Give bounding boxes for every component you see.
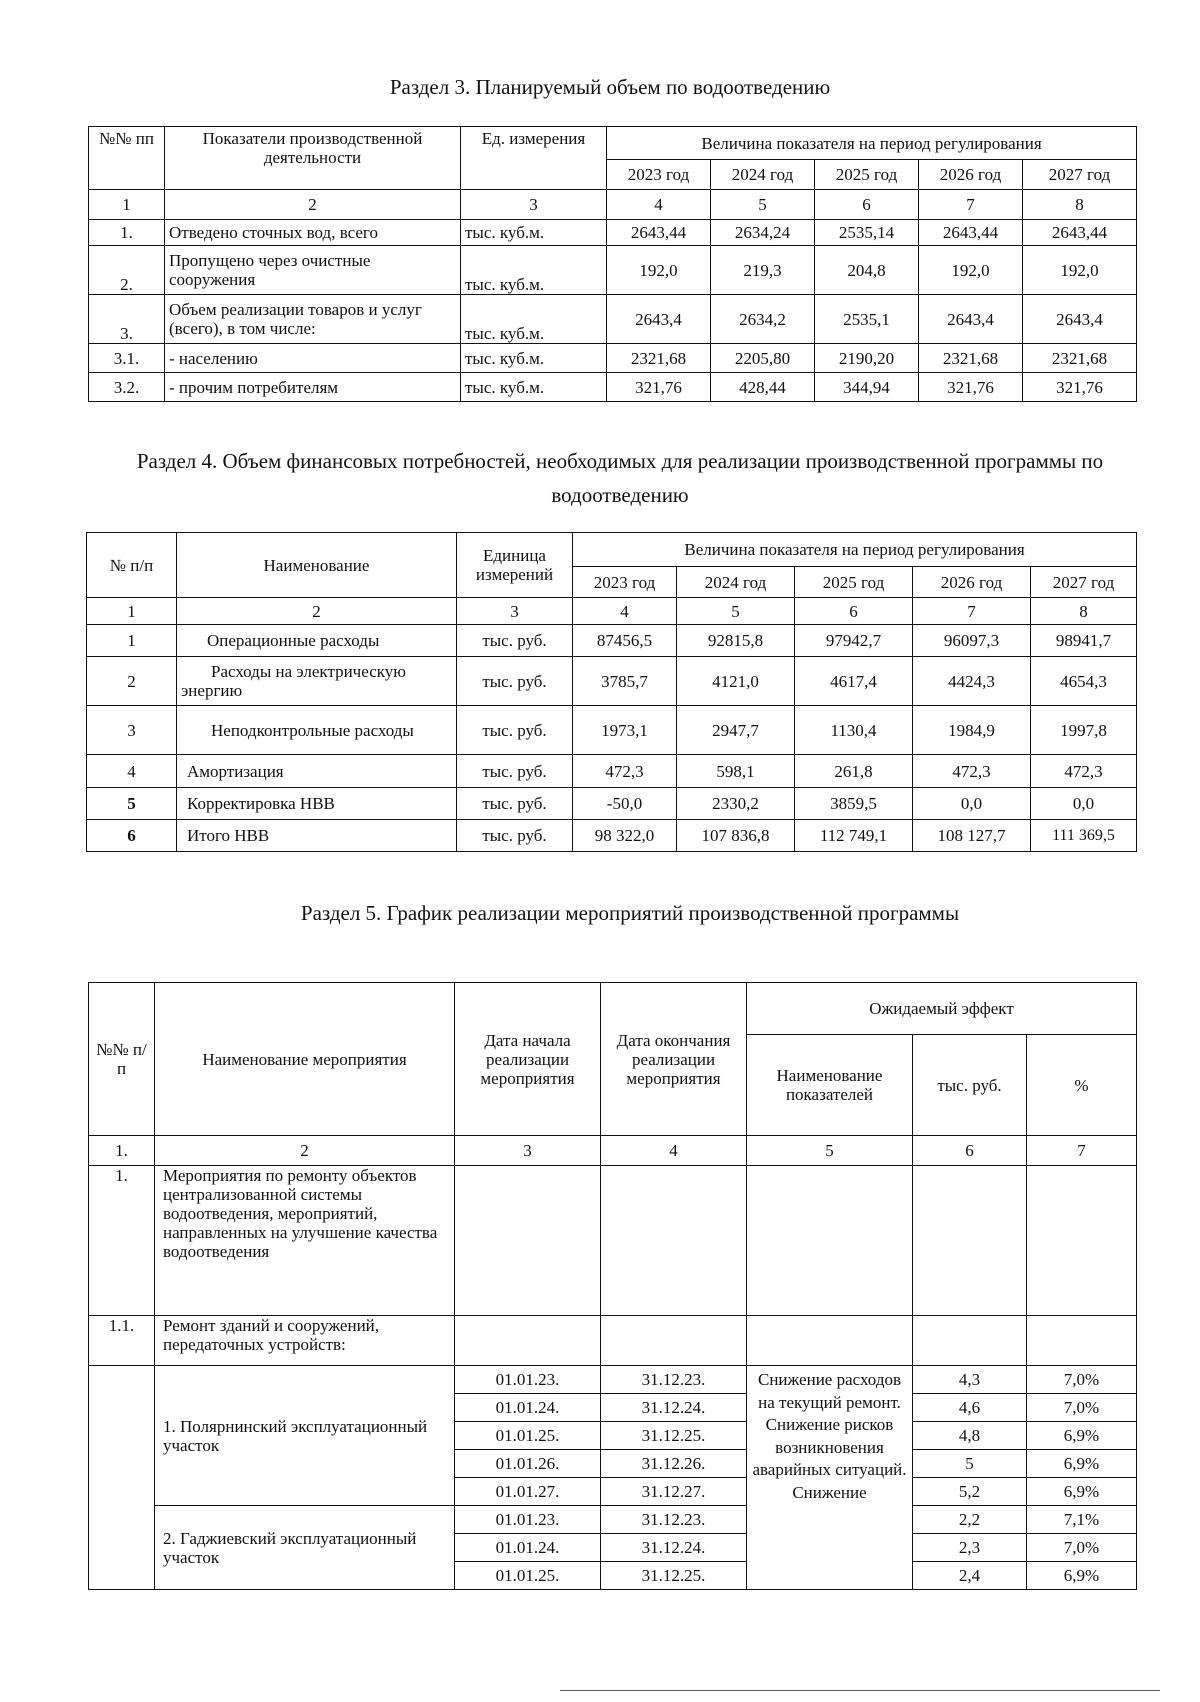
row-unit: тыс. руб.: [457, 755, 573, 788]
row-num: 6: [87, 820, 177, 852]
row-unit: тыс. руб.: [457, 706, 573, 755]
row-name: Расходы на электрическую энергию: [177, 657, 457, 706]
row-value: 472,3: [1031, 755, 1137, 788]
site-name: 2. Гаджиевский эксплуатационный участок: [155, 1506, 455, 1590]
row-value: 219,3: [711, 246, 815, 295]
row-value: 4617,4: [795, 657, 913, 706]
effect-rub: 5: [913, 1450, 1027, 1478]
table-row: [87, 657, 1137, 706]
s3-year: 2026 год: [919, 160, 1023, 190]
row-num: 5: [87, 788, 177, 820]
s5-header-effect: Ожидаемый эффект: [747, 983, 1137, 1035]
table-row: [87, 625, 1137, 657]
s5-col-number: 7: [1027, 1136, 1137, 1166]
row-value: 108 127,7: [913, 820, 1031, 852]
start-date: 01.01.27.: [455, 1478, 601, 1506]
row-value: 2947,7: [677, 706, 795, 755]
section5-table: [88, 982, 1137, 1590]
s5-col-number: 2: [155, 1136, 455, 1166]
s3-year: 2024 год: [711, 160, 815, 190]
s3-col-number: 8: [1023, 190, 1137, 220]
row-value: 1973,1: [573, 706, 677, 755]
row-value: 344,94: [815, 373, 919, 402]
s5-header-effect-pct: %: [1027, 1035, 1137, 1136]
row-value: -50,0: [573, 788, 677, 820]
s4-year: 2025 год: [795, 567, 913, 598]
row-unit: тыс. руб.: [457, 788, 573, 820]
row-value: 1984,9: [913, 706, 1031, 755]
s4-col-number: 7: [913, 598, 1031, 625]
row-value: 321,76: [1023, 373, 1137, 402]
row-unit: тыс. куб.м.: [461, 246, 607, 295]
table-row: [89, 1506, 1137, 1534]
start-date: 01.01.25.: [455, 1422, 601, 1450]
row-value: 96097,3: [913, 625, 1031, 657]
s3-header-value: Величина показателя на период регулирования: [607, 127, 1137, 160]
start-date: 01.01.24.: [455, 1394, 601, 1422]
row-value: 204,8: [815, 246, 919, 295]
row-name: Операционные расходы: [177, 625, 457, 657]
s3-year: 2025 год: [815, 160, 919, 190]
s5-col-number: 5: [747, 1136, 913, 1166]
s3-year: 2027 год: [1023, 160, 1137, 190]
end-date: 31.12.23.: [601, 1506, 747, 1534]
s3-col-number: 1: [89, 190, 165, 220]
row-value: 2643,4: [919, 295, 1023, 344]
row-value: 4121,0: [677, 657, 795, 706]
effect-pct: 6,9%: [1027, 1478, 1137, 1506]
row-value: 2535,1: [815, 295, 919, 344]
effect-pct: 7,0%: [1027, 1366, 1137, 1394]
end-date: 31.12.23.: [601, 1366, 747, 1394]
effect-pct: 6,9%: [1027, 1450, 1137, 1478]
row-value: 192,0: [607, 246, 711, 295]
s3-year: 2023 год: [607, 160, 711, 190]
site-name: 1. Полярнинский эксплуатационный участок: [155, 1366, 455, 1506]
row-unit: тыс. руб.: [457, 625, 573, 657]
row-value: 472,3: [913, 755, 1031, 788]
table-row: [89, 220, 1137, 246]
table-row: [89, 1316, 1137, 1366]
row-value: 111 369,5: [1031, 820, 1137, 852]
row-value: 0,0: [913, 788, 1031, 820]
s4-col-number: 2: [177, 598, 457, 625]
row-unit: тыс. куб.м.: [461, 373, 607, 402]
effect-pct: 6,9%: [1027, 1562, 1137, 1590]
row-value: 2643,4: [1023, 295, 1137, 344]
row-value: 1997,8: [1031, 706, 1137, 755]
row-value: 192,0: [919, 246, 1023, 295]
row-num: 3: [87, 706, 177, 755]
row-unit: тыс. куб.м.: [461, 344, 607, 373]
row-name: Пропущено через очистные сооружения: [165, 246, 461, 295]
s4-header-value: Величина показателя на период регулирования: [573, 533, 1137, 567]
row-name: Неподконтрольные расходы: [177, 706, 457, 755]
s4-col-number: 6: [795, 598, 913, 625]
row-value: 2321,68: [1023, 344, 1137, 373]
s3-header-unit: Ед. измерения: [461, 127, 607, 190]
section4-title: Раздел 4. Объем финансовых потребностей, необходимых для реализации производственной программы по водоотведению: [136, 449, 1104, 507]
row-value: 192,0: [1023, 246, 1137, 295]
effect-pct: 7,1%: [1027, 1506, 1137, 1534]
row-num: 1.1.: [89, 1316, 155, 1366]
end-date: 31.12.27.: [601, 1478, 747, 1506]
s4-col-number: 1: [87, 598, 177, 625]
row-num: 1.: [89, 220, 165, 246]
effect-pct: 7,0%: [1027, 1394, 1137, 1422]
section5-title: Раздел 5. График реализации мероприятий производственной программы: [300, 901, 960, 925]
effect-rub: 4,6: [913, 1394, 1027, 1422]
row-unit: тыс. руб.: [457, 820, 573, 852]
row-num: 4: [87, 755, 177, 788]
s4-col-number: 5: [677, 598, 795, 625]
row-unit: тыс. куб.м.: [461, 295, 607, 344]
row-num: 3.2.: [89, 373, 165, 402]
effect-rub: 2,3: [913, 1534, 1027, 1562]
row-value: 2643,44: [919, 220, 1023, 246]
s3-header-num: №№ пп: [89, 127, 165, 190]
row-value: 1130,4: [795, 706, 913, 755]
s4-header-unit: Единица измерений: [457, 533, 573, 598]
row-value: 2643,4: [607, 295, 711, 344]
s5-header-num: №№ п/п: [89, 983, 155, 1136]
end-date: 31.12.25.: [601, 1562, 747, 1590]
row-value: 2205,80: [711, 344, 815, 373]
row-value: 0,0: [1031, 788, 1137, 820]
row-value: 2634,24: [711, 220, 815, 246]
end-date: 31.12.26.: [601, 1450, 747, 1478]
s3-col-number: 4: [607, 190, 711, 220]
row-value: 3785,7: [573, 657, 677, 706]
row-value: 321,76: [607, 373, 711, 402]
start-date: 01.01.23.: [455, 1506, 601, 1534]
row-value: 4424,3: [913, 657, 1031, 706]
end-date: 31.12.24.: [601, 1394, 747, 1422]
row-unit: тыс. куб.м.: [461, 220, 607, 246]
row-value: 98941,7: [1031, 625, 1137, 657]
table-row: [87, 820, 1137, 852]
s4-year: 2024 год: [677, 567, 795, 598]
row-num: 1: [87, 625, 177, 657]
section4-table: [86, 532, 1137, 852]
s5-header-effect-name: Наименование показателей: [747, 1035, 913, 1136]
s5-header-end: Дата окончания реализации мероприятия: [601, 983, 747, 1136]
effect-rub: 4,3: [913, 1366, 1027, 1394]
row-name: Амортизация: [177, 755, 457, 788]
row-num: 2.: [89, 246, 165, 295]
row-name: - населению: [165, 344, 461, 373]
effect-rub: 5,2: [913, 1478, 1027, 1506]
row-num: 3.1.: [89, 344, 165, 373]
table-row: [89, 344, 1137, 373]
row-value: 4654,3: [1031, 657, 1137, 706]
table-row: [89, 373, 1137, 402]
table-row: [89, 1366, 1137, 1394]
row-value: 2321,68: [919, 344, 1023, 373]
start-date: 01.01.23.: [455, 1366, 601, 1394]
row-name: Объем реализации товаров и услуг (всего), в том числе:: [165, 295, 461, 344]
s5-col-number: 6: [913, 1136, 1027, 1166]
row-value: 2643,44: [607, 220, 711, 246]
s4-header-name: Наименование: [177, 533, 457, 598]
s5-header-name: Наименование мероприятия: [155, 983, 455, 1136]
s5-col-number: 3: [455, 1136, 601, 1166]
s4-year: 2026 год: [913, 567, 1031, 598]
s5-header-start: Дата начала реализации мероприятия: [455, 983, 601, 1136]
row-value: 2190,20: [815, 344, 919, 373]
start-date: 01.01.24.: [455, 1534, 601, 1562]
effect-rub: 2,2: [913, 1506, 1027, 1534]
effect-text: Снижение расходов на текущий ремонт. Снижение рисков возникновения аварийных ситуаций. Снижение: [747, 1366, 913, 1590]
effect-pct: 6,9%: [1027, 1422, 1137, 1450]
row-value: 2330,2: [677, 788, 795, 820]
row-value: 321,76: [919, 373, 1023, 402]
row-name: - прочим потребителям: [165, 373, 461, 402]
row-value: 98 322,0: [573, 820, 677, 852]
effect-pct: 7,0%: [1027, 1534, 1137, 1562]
s3-col-number: 5: [711, 190, 815, 220]
footer-line: [560, 1690, 1160, 1691]
end-date: 31.12.25.: [601, 1422, 747, 1450]
s4-year: 2027 год: [1031, 567, 1137, 598]
row-name: Корректировка НВВ: [177, 788, 457, 820]
table-row: [89, 1166, 1137, 1316]
start-date: 01.01.25.: [455, 1562, 601, 1590]
start-date: 01.01.26.: [455, 1450, 601, 1478]
section3-title: Раздел 3. Планируемый объем по водоотведению: [389, 75, 831, 99]
row-name: Итого НВВ: [177, 820, 457, 852]
s3-col-number: 2: [165, 190, 461, 220]
table-row: [87, 706, 1137, 755]
s4-col-number: 8: [1031, 598, 1137, 625]
s3-header-indicator: Показатели производственной деятельности: [165, 127, 461, 190]
row-num: 1.: [89, 1166, 155, 1316]
row-value: 2321,68: [607, 344, 711, 373]
end-date: 31.12.24.: [601, 1534, 747, 1562]
s5-col-number: 4: [601, 1136, 747, 1166]
s5-header-effect-rub: тыс. руб.: [913, 1035, 1027, 1136]
row-unit: тыс. руб.: [457, 657, 573, 706]
s3-col-number: 3: [461, 190, 607, 220]
row-value: 92815,8: [677, 625, 795, 657]
row-value: 428,44: [711, 373, 815, 402]
s4-col-number: 4: [573, 598, 677, 625]
row-num: 2: [87, 657, 177, 706]
table-row: [87, 788, 1137, 820]
s4-header-num: № п/п: [87, 533, 177, 598]
s4-col-number: 3: [457, 598, 573, 625]
row-name: Мероприятия по ремонту объектов централизованной системы водоотведения, мероприятий, направленных на улучшение качества водоотведения: [155, 1166, 455, 1316]
row-name: Отведено сточных вод, всего: [165, 220, 461, 246]
row-value: 97942,7: [795, 625, 913, 657]
effect-rub: 2,4: [913, 1562, 1027, 1590]
effect-rub: 4,8: [913, 1422, 1027, 1450]
s3-col-number: 7: [919, 190, 1023, 220]
row-value: 107 836,8: [677, 820, 795, 852]
s4-year: 2023 год: [573, 567, 677, 598]
row-value: 598,1: [677, 755, 795, 788]
row-value: 2535,14: [815, 220, 919, 246]
row-value: 112 749,1: [795, 820, 913, 852]
row-name: Ремонт зданий и сооружений, передаточных устройств:: [155, 1316, 455, 1366]
section3-table: [88, 126, 1137, 402]
row-value: 472,3: [573, 755, 677, 788]
row-num: 3.: [89, 295, 165, 344]
row-value: 3859,5: [795, 788, 913, 820]
row-value: 261,8: [795, 755, 913, 788]
table-row: [89, 295, 1137, 344]
row-value: 2643,44: [1023, 220, 1137, 246]
table-row: [87, 755, 1137, 788]
table-row: [89, 246, 1137, 295]
s5-col-number: 1.: [89, 1136, 155, 1166]
row-value: 87456,5: [573, 625, 677, 657]
s3-col-number: 6: [815, 190, 919, 220]
row-value: 2634,2: [711, 295, 815, 344]
